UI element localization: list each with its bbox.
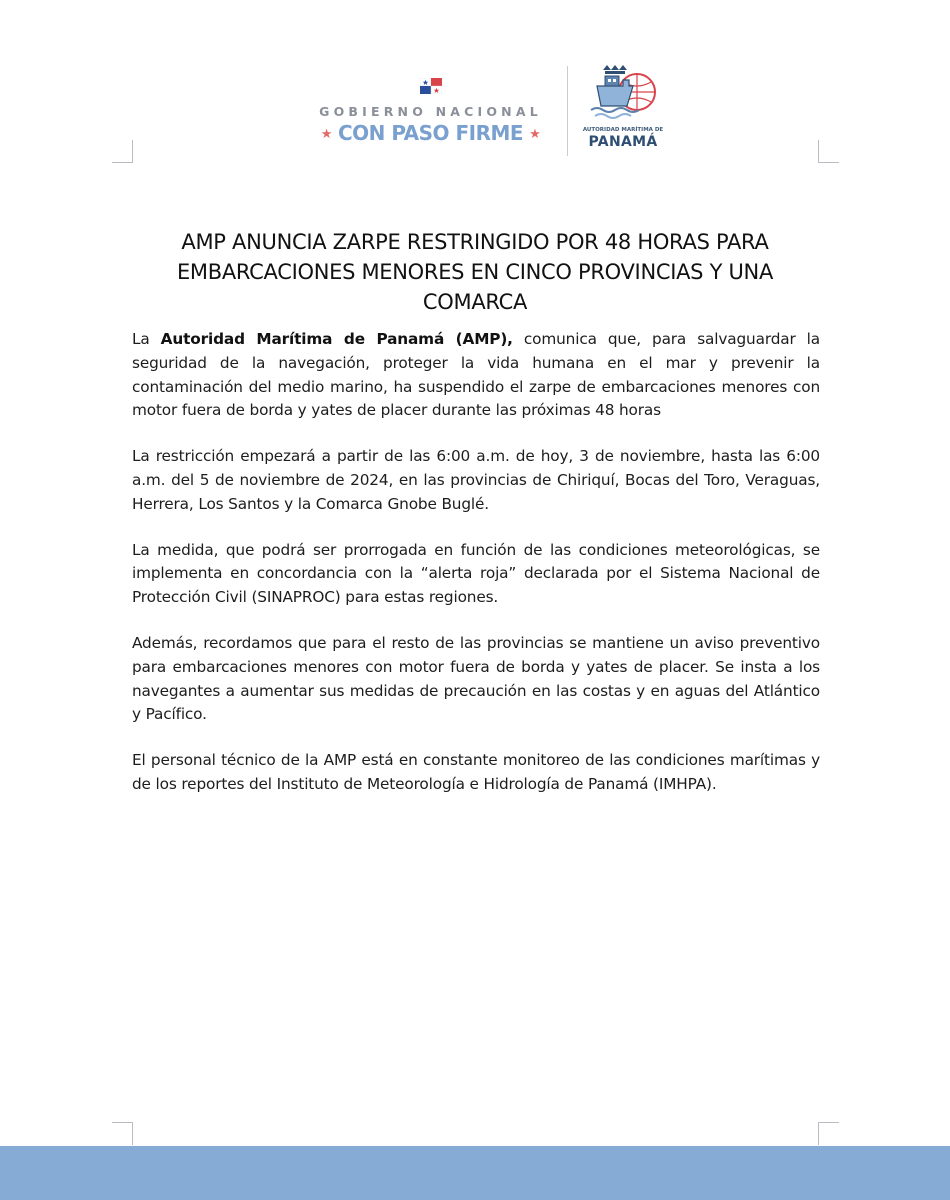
gov-slogan-text: CON PASO FIRME bbox=[337, 121, 524, 145]
paragraph-1 bbox=[132, 328, 820, 423]
gov-top-text: GOBIERNO NACIONAL bbox=[319, 104, 542, 119]
paragraph-3: La medida, que podrá ser prorrogada en función de las condiciones meteorológicas, se implementa en concordancia con la “alerta roja” declarada por el Sistema Nacional de Protección Civil (SINAPROC) para estas regiones. bbox=[132, 540, 820, 607]
amp-ship-globe-logo bbox=[583, 62, 663, 124]
crop-mark-bottom-left bbox=[112, 1122, 133, 1145]
amp-name: PANAMÁ bbox=[588, 134, 658, 150]
panama-flag-icon bbox=[420, 78, 442, 94]
gov-slogan bbox=[308, 121, 553, 145]
press-release-body bbox=[132, 328, 820, 819]
crop-mark-bottom-right bbox=[818, 1122, 839, 1145]
star-icon: ★ bbox=[320, 127, 332, 142]
p1-lead: La bbox=[132, 330, 161, 348]
crop-mark-top-left bbox=[112, 140, 133, 163]
amp-logo-block bbox=[578, 62, 668, 150]
letterhead bbox=[0, 60, 950, 170]
press-release-title: AMP ANUNCIA ZARPE RESTRINGIDO POR 48 HORAS PARA EMBARCACIONES MENORES EN CINCO PROVINCIAS Y UNA COMARCA bbox=[176, 230, 774, 315]
paragraph-4: Además, recordamos que para el resto de las provincias se mantiene un aviso preventivo para embarcaciones menores con motor fuera de borda y yates de placer. Se insta a los navegantes a aumentar sus medidas de precaución en las costas y en aguas del Atlántico y Pacífico. bbox=[132, 633, 820, 724]
star-icon: ★ bbox=[529, 127, 541, 142]
header-divider bbox=[567, 66, 568, 156]
amp-subtitle: AUTORIDAD MARÍTIMA DE bbox=[582, 127, 664, 133]
p1-rest: comunica que, para salvaguardar la seguridad de la navegación, proteger la vida humana en el mar y prevenir la contaminación del medio marino, ha suspendido el zarpe de embarcaciones menores con motor fuera de borda y yates de placer durante las próximas 48 horas bbox=[132, 330, 821, 420]
gobierno-nacional-logo bbox=[308, 78, 553, 145]
crop-mark-top-right bbox=[818, 140, 839, 163]
paragraph-5: El personal técnico de la AMP está en constante monitoreo de las condiciones marítimas y de los reportes del Instituto de Meteorología e Hidrología de Panamá (IMHPA). bbox=[132, 751, 820, 793]
footer-color-bar bbox=[0, 1146, 950, 1200]
paragraph-2: La restricción empezará a partir de las 6:00 a.m. de hoy, 3 de noviembre, hasta las 6:00 a.m. del 5 de noviembre de 2024, en las provincias de Chiriquí, Bocas del Toro, Veraguas, Herrera, Los Santos y la Comarca Gnobe Buglé. bbox=[132, 447, 820, 513]
p1-org-name: Autoridad Marítima de Panamá (AMP), bbox=[160, 330, 513, 348]
